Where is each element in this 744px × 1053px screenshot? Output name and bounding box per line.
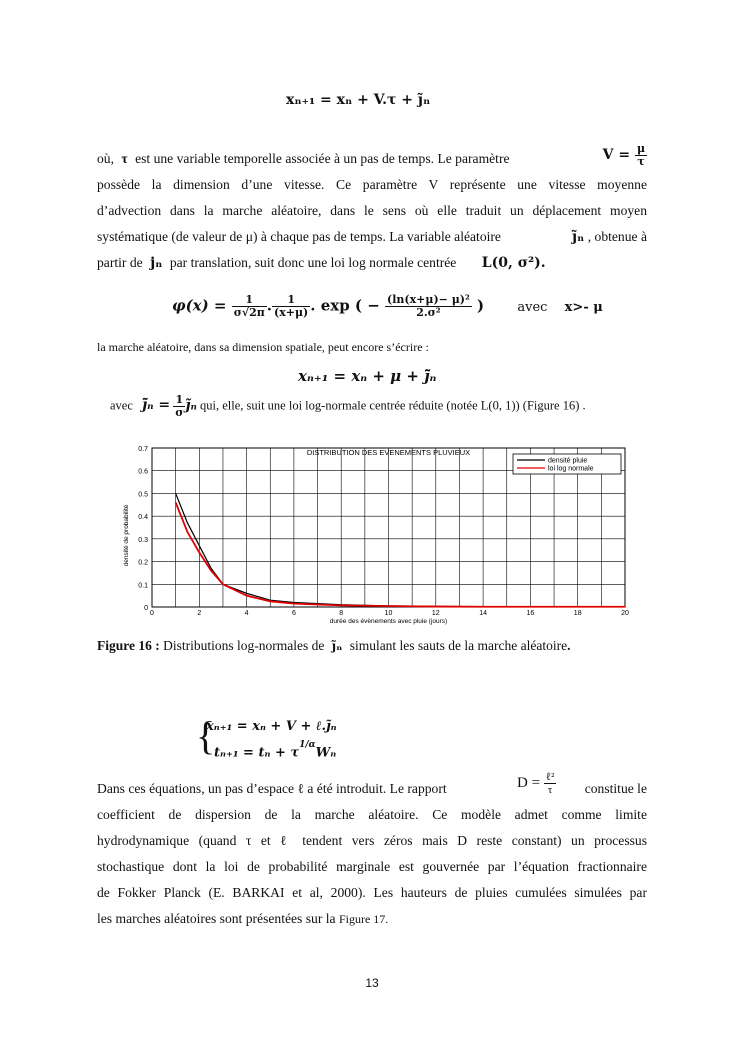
text: par translation, suit donc une loi log normale centrée [169,255,457,270]
equation-1: xₙ₊₁ = xₙ + V.τ + j̃ₙ [286,92,431,108]
paragraph-3 [97,771,647,932]
system-line-2 [214,740,337,761]
para1-line2: possède la dimension d’une vitesse. Ce paramètre V représente une vitesse moyenne [97,177,647,192]
close-paren: ) [477,296,485,315]
equation-2 [172,294,603,319]
text: partir de [97,255,143,270]
para3-line5: de Fokker Planck (E. BARKAI et al, 2000). Les hauteurs de pluies cumulées simulées par [97,885,647,900]
numerator: ℓ² [545,771,555,784]
jbar-lhs: j̃̄ₙ = [142,397,171,414]
numerator: 1 [173,394,185,407]
numerator: 1 [272,294,310,307]
text: est une variable temporelle associée à un pas de temps. Le paramètre [135,151,510,166]
condition: x>- μ [564,299,603,315]
d-equals: D = [517,775,541,791]
tau-symbol: τ [121,151,128,166]
y-tick-label: 0.3 [138,536,148,544]
denominator: σ√2π [233,306,265,319]
j-tilde: j̃ₙ [185,397,197,414]
mu: μ [636,141,645,155]
chart-svg [110,440,635,630]
numerator: (ln(x+μ)− μ)² [387,293,470,306]
x-tick-label: 18 [573,610,582,617]
w-n: Wₙ [315,745,337,761]
equation-3: xₙ₊₁ = xₙ + μ + j̃̄ₙ [298,367,437,385]
x-tick-label: 0 [150,610,154,617]
x-tick-label: 6 [291,610,296,617]
x-tick-label: 10 [384,610,393,617]
legend-label: densité pluie [548,457,588,465]
para3-line4: stochastique dont la loi de probabilité marginale est gouvernée par l’équation fractionnaire [97,859,647,874]
y-axis-label: densité de probabilité [123,504,130,567]
text: , obtenue à [587,229,647,244]
x-tick-label: 14 [479,610,487,617]
exp: . exp ( − [310,296,380,315]
v-equals: V = [602,147,631,163]
numerator: 1 [232,294,267,307]
text: où, [97,151,114,166]
tau: τ [637,154,645,168]
figure-reference: Figure 17. [338,912,389,926]
x-tick-label: 8 [339,610,344,617]
para1-line3: d’advection dans la marche aléatoire, dans le sens où elle traduit un déplacement moyen [97,203,647,218]
text: les marches aléatoires sont présentées sur la [97,911,336,926]
page-number: 13 [365,976,379,990]
para3-line1 [97,771,647,802]
para3-line3: hydrodynamique (quand τ et ℓ tendent vers zéros mais D reste constant) un processus [97,833,647,848]
y-tick-label: 0 [144,605,148,612]
chart-title: DISTRIBUTION DES EVENEMENTS PLUVIEUX [306,448,471,457]
denominator: σ [175,406,184,419]
y-tick-label: 0.7 [138,446,148,453]
para1-line4 [97,224,647,250]
x-tick-label: 20 [621,610,629,617]
avec: avec [110,398,133,413]
x-tick-label: 12 [431,610,440,617]
avec: avec [517,299,548,315]
denominator: τ [547,784,553,797]
paragraph-1 [97,141,647,276]
caption-text: Distributions log-normales de [163,638,325,653]
j-n: jₙ [150,255,163,271]
legend-label: loi log normale [548,465,594,473]
y-tick-label: 0.4 [138,514,148,522]
para1-line5 [97,250,647,276]
y-tick-label: 0.2 [138,559,148,567]
dot: . [266,296,273,315]
equation-4-line [110,394,586,419]
phi-lhs: φ(x) = [172,296,227,315]
caption-symbol: j̃ₙ [331,639,343,653]
paragraph-2: la marche aléatoire, dans sa dimension spatiale, peut encore s’écrire : [97,340,429,354]
y-tick-label: 0.6 [138,468,148,476]
caption-dot: . [567,638,571,653]
v-definition [603,142,647,168]
y-tick-label: 0.5 [138,491,148,499]
d-definition [517,770,556,796]
para3-line6 [97,906,647,932]
denominator: (x+μ) [274,306,309,319]
text: systématique (de valeur de μ) à chaque pas de temps. La variable aléatoire [97,229,501,244]
para3-line2: coefficient de dispersion de la marche aléatoire. Ce modèle admet comme limite [97,807,647,822]
exponent: 1/α [299,740,316,750]
caption-text: simulant les sauts de la marche aléatoire [349,638,568,653]
x-tick-label: 4 [244,610,249,617]
figure-caption [97,638,570,654]
text: constitue le [584,781,647,796]
j-tilde: j̃ₙ [571,229,585,245]
text: Dans ces équations, un pas d’espace ℓ a été introduit. Le rapport [97,781,447,796]
x-tick-label: 2 [197,610,202,617]
brace: { [196,713,216,758]
denominator: 2.σ² [416,306,441,319]
text: qui, elle, suit une loi log-normale centrée réduite (notée L(0, 1)) (Figure 16) . [199,398,586,413]
figure-16-chart [110,440,635,630]
lognormal-law: L(0, σ²). [481,255,546,271]
y-tick-label: 0.1 [138,582,148,590]
t-eq: tₙ₊₁ = tₙ + τ [214,745,300,761]
x-axis-label: durée des évènements avec pluie (jours) [329,618,448,625]
system-line-1: xₙ₊₁ = xₙ + V + ℓ.j̃ₙ [206,719,337,734]
caption-label: Figure 16 : [97,638,160,653]
x-tick-label: 16 [526,610,535,617]
para1-line1 [97,141,647,172]
